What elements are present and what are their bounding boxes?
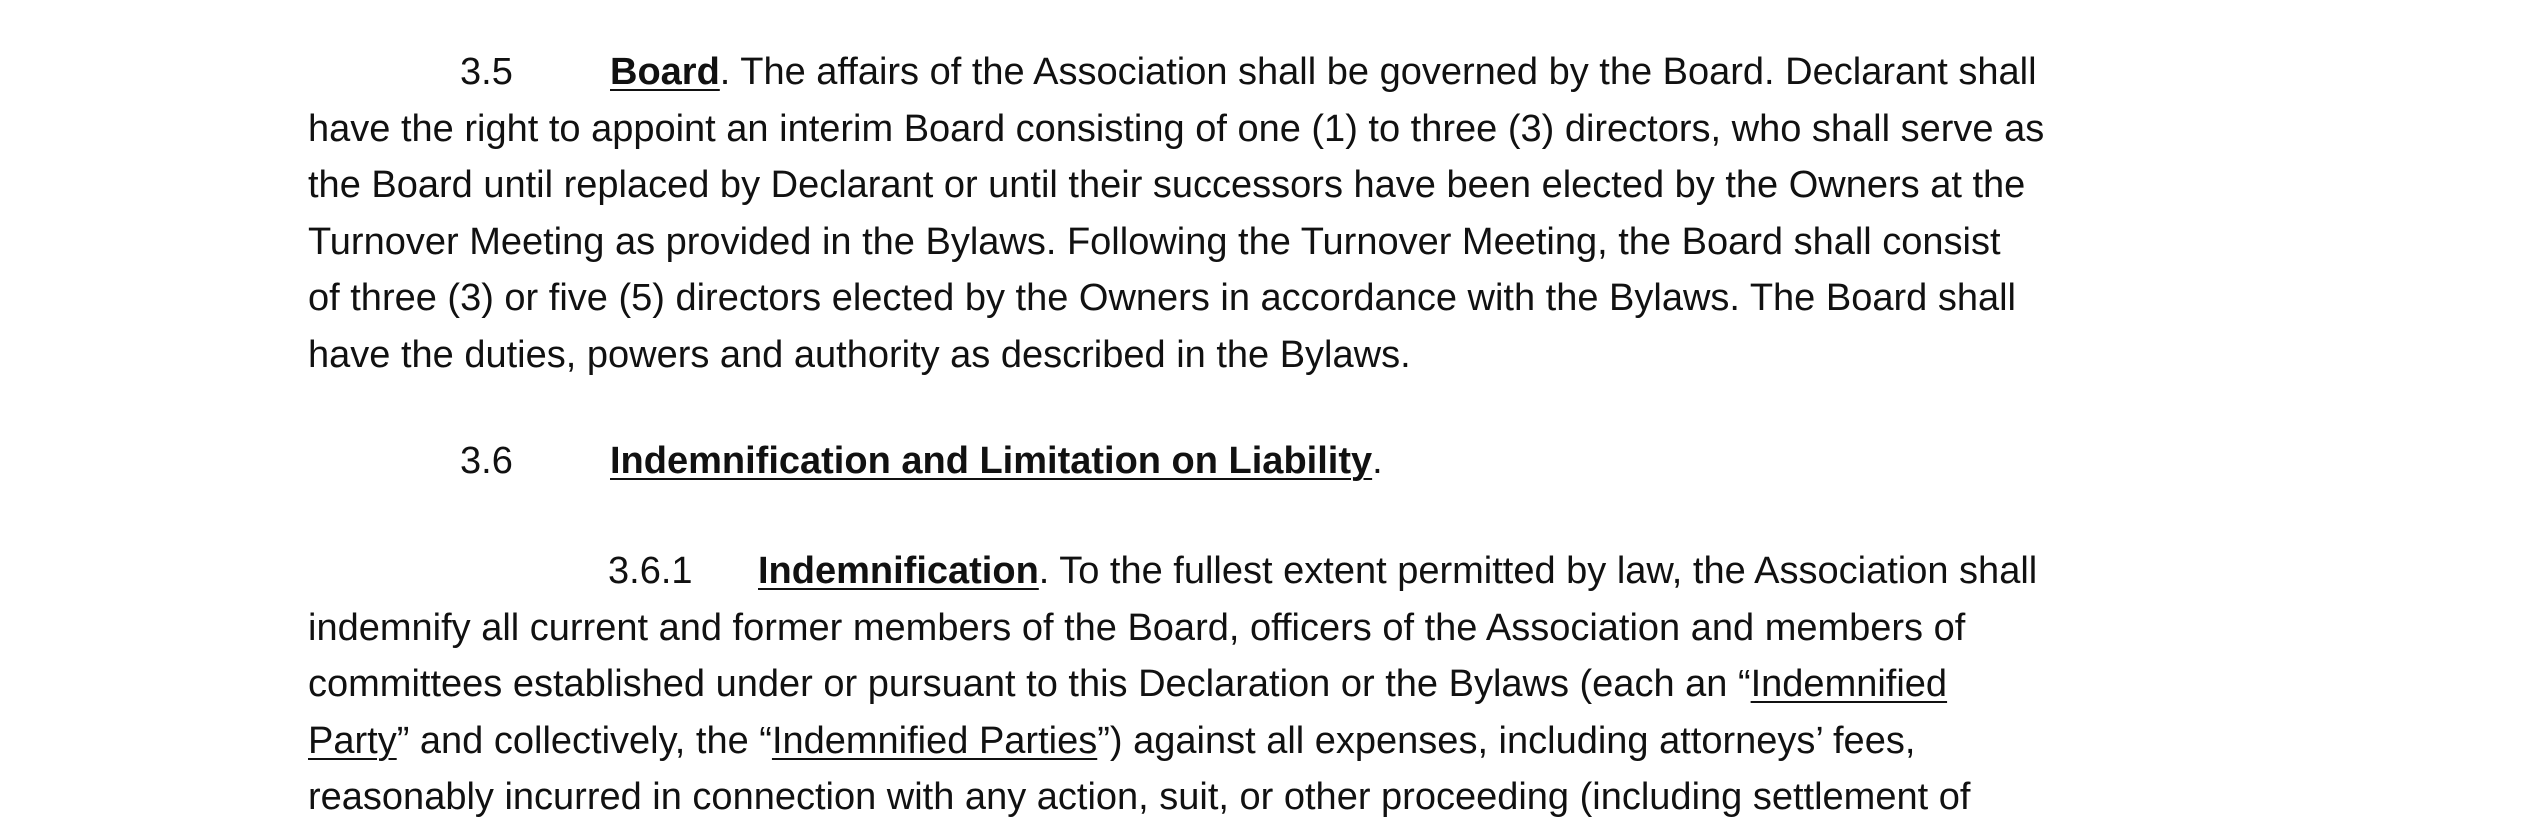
subsection-number: 3.6.1 <box>608 550 693 592</box>
line-3-text: committees established under or pursuant to this Declaration or the Bylaws (each an “ <box>308 663 1751 705</box>
section-number: 3.6 <box>460 440 513 482</box>
line-4-mid-text: ” and collectively, the “ <box>396 719 772 762</box>
section-3-6-1-line-5: reasonably incurred in connection with any action, suit, or other proceeding (including settlement of <box>308 776 1971 818</box>
section-3-6-1 <box>308 543 2266 826</box>
section-3-6-heading-line <box>308 433 2266 490</box>
defined-term: Indemnified Parties <box>771 719 1098 762</box>
defined-term: Indemnified <box>1750 663 1948 705</box>
heading-period: . <box>1372 440 1383 482</box>
section-3-5-line-2: have the right to appoint an interim Board consisting of one (1) to three (3) directors, who shall serve as <box>308 107 2045 150</box>
section-3-6-1-line-1-text: . To the fullest extent permitted by law, the Association shall <box>1038 550 2038 592</box>
section-3-5 <box>308 44 2266 383</box>
section-3-5-line-1-text: . The affairs of the Association shall be governed by the Board. Declarant shall <box>719 51 2037 93</box>
section-3-5-line-5: of three (3) or five (5) directors elected by the Owners in accordance with the Bylaws. The Board shall <box>308 277 2016 319</box>
section-3-6-1-line-1 <box>308 543 2266 600</box>
section-3-6-1-line-3 <box>308 656 2266 713</box>
subsection-heading: Indemnification <box>758 550 1039 592</box>
section-3-5-line-4: Turnover Meeting as provided in the Bylaws. Following the Turnover Meeting, the Board shall consist <box>308 220 2001 263</box>
defined-term: Party <box>308 719 397 762</box>
section-3-6-1-line-4 <box>308 713 2266 770</box>
section-heading: Board <box>610 51 720 93</box>
section-3-6 <box>308 433 2266 490</box>
section-3-5-line-6: have the duties, powers and authority as described in the Bylaws. <box>308 333 1411 376</box>
section-3-5-line-1 <box>308 44 2266 101</box>
section-number: 3.5 <box>460 51 513 93</box>
section-heading: Indemnification and Limitation on Liability <box>610 440 1373 482</box>
section-3-6-1-line-2: indemnify all current and former members of the Board, officers of the Association and members of <box>308 606 1966 649</box>
line-4-post-text: ”) against all expenses, including attorneys’ fees, <box>1097 719 1916 762</box>
section-3-5-line-3: the Board until replaced by Declarant or until their successors have been elected by the Owners at the <box>308 164 2026 206</box>
